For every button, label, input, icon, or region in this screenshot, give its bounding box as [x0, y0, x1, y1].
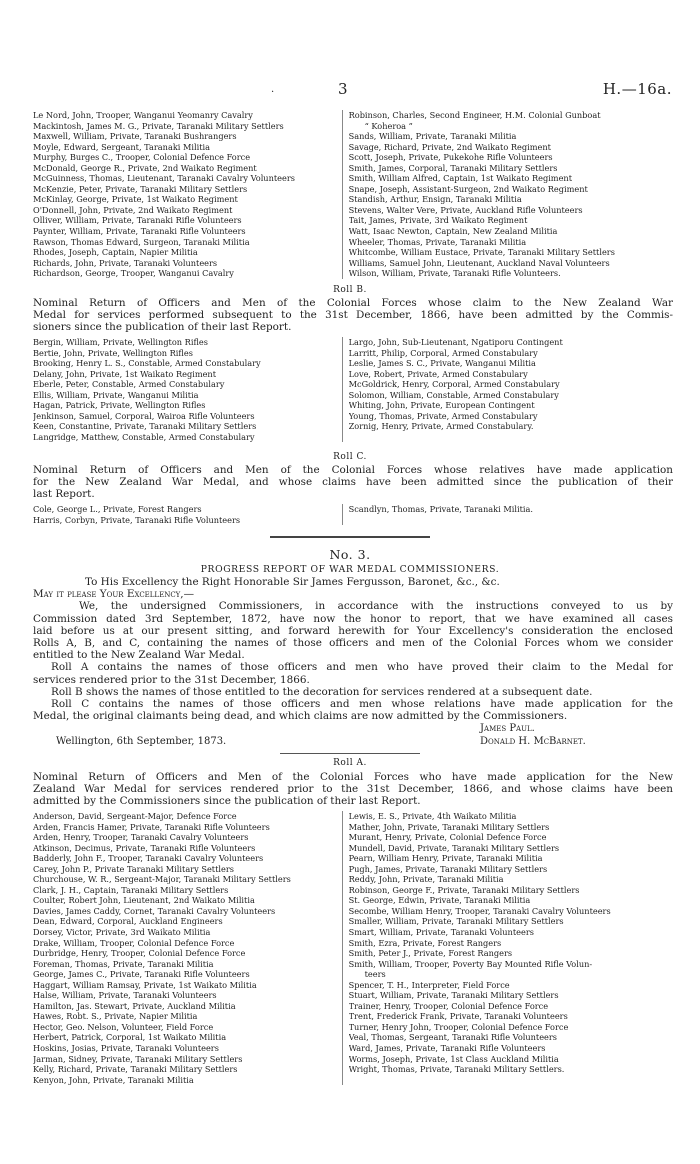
left-column	[33, 504, 342, 525]
list-item: Smith, William Alfred, Captain, 1st Waikato Regiment	[348, 173, 572, 184]
list-item: Hamilton, Jas. Stewart, Private, Auckland Militia	[33, 1000, 236, 1011]
report-line: Roll A contains the names of those officers and men who have proved their claim to the Medal for	[51, 661, 673, 674]
list-item: Pearn, William Henry, Private, Taranaki Militia	[348, 853, 543, 864]
page-number: 3	[338, 80, 348, 98]
list-item: Cole, George L., Private, Forest Rangers	[33, 504, 202, 514]
report-body	[33, 576, 673, 722]
report-line: entitled to the New Zealand War Medal.	[33, 649, 245, 662]
intro-line: for the New Zealand War Medal, and whose claims have been admitted since the publication of their	[33, 476, 673, 489]
list-item: Williams, Samuel John, Lieutenant, Auckland Naval Volunteers	[348, 257, 610, 268]
list-item: Reddy, John, Private, Taranaki Militia	[348, 874, 504, 885]
list-item: Zornig, Henry, Private, Armed Constabulary.	[348, 421, 534, 432]
intro-line: last Report.	[33, 488, 95, 501]
list-item: Bergin, William, Private, Wellington Rifles	[33, 337, 208, 347]
right-column	[342, 110, 673, 279]
list-item: Turner, Henry John, Trooper, Colonial Defence Force	[348, 1021, 569, 1032]
roll-a-continued-list	[33, 110, 673, 279]
list-item: Durbridge, Henry, Trooper, Colonial Defence Force	[33, 948, 246, 959]
list-item: Scott, Joseph, Private, Pukekohe Rifle Volunteers	[348, 152, 553, 163]
list-item: Young, Thomas, Private, Armed Constabulary	[348, 410, 538, 421]
list-item: George, James C., Private, Taranaki Rifle Volunteers	[33, 969, 250, 980]
left-column	[33, 110, 342, 279]
list-item: Badderly, John F., Trooper, Taranaki Cavalry Volunteers	[33, 853, 264, 864]
list-item: Harris, Corbyn, Private, Taranaki Rifle Volunteers	[33, 514, 241, 525]
list-item: Olliver, William, Private, Taranaki Rifle Volunteers	[33, 215, 242, 226]
list-item: Pugh, James, Private, Taranaki Military Settlers	[348, 863, 548, 874]
intro-line: Nominal Return of Officers and Men of the Colonial Forces whose relatives have made application	[33, 464, 673, 476]
list-item: Kelly, Richard, Private, Taranaki Military Settlers	[33, 1064, 238, 1075]
list-item: Wilson, William, Private, Taranaki Rifle Volunteers.	[348, 268, 561, 279]
list-item: “ Koheroa ”	[364, 120, 413, 131]
list-item: Clark, J. H., Captain, Taranaki Military Settlers	[33, 884, 229, 895]
list-item: Dorsey, Victor, Private, 3rd Waikato Militia	[33, 927, 211, 938]
list-item: Richards, John, Private, Taranaki Volunteers	[33, 257, 218, 268]
list-item: Smith, James, Corporal, Taranaki Military Settlers	[348, 162, 558, 173]
list-item: Scandlyn, Thomas, Private, Taranaki Militia.	[348, 504, 533, 514]
list-item: Atkinson, Decimus, Private, Taranaki Rifle Volunteers	[33, 842, 256, 853]
list-item: Delany, John, Private, 1st Waikato Regiment	[33, 368, 216, 379]
list-item: Wheeler, Thomas, Private, Taranaki Militia	[348, 236, 527, 247]
list-item: Savage, Richard, Private, 2nd Waikato Regiment	[348, 141, 551, 152]
list-item: Hagan, Patrick, Private, Wellington Rifles	[33, 400, 206, 411]
place-date: Wellington, 6th September, 1873.	[56, 736, 227, 747]
list-item: Paynter, William, Private, Taranaki Rifle Volunteers	[33, 226, 246, 237]
right-column	[342, 811, 673, 1085]
list-item: Jarman, Sidney, Private, Taranaki Military Settlers	[33, 1053, 243, 1064]
list-item: Largo, John, Sub-Lieutenant, Ngatiporu Contingent	[348, 337, 563, 347]
list-item: Arden, Francis Hamer, Private, Taranaki Rifle Volunteers	[33, 821, 270, 832]
header-mark: .	[271, 84, 275, 95]
right-column	[342, 337, 673, 442]
list-item: Ellis, William, Private, Wanganui Militia	[33, 389, 199, 400]
list-item: Robinson, Charles, Second Engineer, H.M. Colonial Gunboat	[348, 110, 601, 120]
list-item: McKenzie, Peter, Private, Taranaki Military Settlers	[33, 183, 248, 194]
report-line: Roll B shows the names of those entitled to the decoration for services rendered at a subsequent date.	[51, 685, 593, 698]
list-item: McGuinness, Thomas, Lieutenant, Taranaki Cavalry Volunteers	[33, 173, 295, 184]
list-item: Love, Robert, Private, Armed Constabulary	[348, 368, 528, 379]
list-item: Hawes, Robt. S., Private, Napier Militia	[33, 1011, 198, 1022]
list-item: Dean, Edward, Corporal, Auckland Engineers	[33, 916, 223, 927]
list-item: Haggart, William Ramsay, Private, 1st Waikato Militia	[33, 979, 257, 990]
report-paragraphs	[33, 600, 673, 722]
intro-line: Medal for services performed subsequent to the 31st December, 1866, have been admitted by the Commis-	[33, 309, 673, 322]
list-item: Ward, James, Private, Taranaki Rifle Volunteers	[348, 1043, 546, 1054]
section-divider	[270, 536, 430, 538]
list-item: Worms, Joseph, Private, 1st Class Auckland Militia	[348, 1053, 559, 1064]
list-item: Trent, Frederick Frank, Private, Taranaki Volunteers	[348, 1011, 568, 1022]
list-item: Murphy, Burges C., Trooper, Colonial Defence Force	[33, 152, 251, 163]
list-item: Larritt, Philip, Corporal, Armed Constabulary	[348, 347, 538, 358]
list-item: Le Nord, John, Trooper, Wanganui Yeomanry Cavalry	[33, 110, 253, 120]
report-line: Commission dated 3rd September, 1872, have now the honor to report, that we have examined all cases	[33, 612, 673, 625]
list-item: Smith, Ezra, Private, Forest Rangers	[348, 937, 502, 948]
list-item: Anderson, David, Sergeant-Major, Defence Force	[33, 811, 237, 821]
list-item: Secombe, William Henry, Trooper, Taranaki Cavalry Volunteers	[348, 905, 611, 916]
list-item: Smart, William, Private, Taranaki Volunteers	[348, 927, 534, 938]
report-heading: PROGRESS REPORT OF WAR MEDAL COMMISSIONERS.	[200, 564, 500, 575]
list-item: Mather, John, Private, Taranaki Military Settlers	[348, 821, 550, 832]
list-item: McKinlay, George, Private, 1st Waikato Regiment	[33, 194, 238, 205]
roll-b-list	[33, 337, 673, 442]
document-reference: H.—16a.	[602, 80, 672, 98]
list-item: Leslie, James S. C., Private, Wanganui Militia	[348, 358, 536, 369]
list-item: Moyle, Edward, Sergeant, Taranaki Militia	[33, 141, 211, 152]
list-item: Whitcombe, William Eustace, Private, Taranaki Military Settlers	[348, 247, 615, 258]
roll-a-list	[33, 811, 673, 1085]
report-line: services rendered prior to the 31st December, 1866.	[33, 673, 310, 686]
list-item: Tait, James, Private, 3rd Waikato Regiment	[348, 215, 528, 226]
report-line: Roll C contains the names of those officers and men whose relations have made application for the	[51, 698, 673, 711]
list-item: Bertie, John, Private, Wellington Rifles	[33, 347, 193, 358]
list-item: Herbert, Patrick, Corporal, 1st Waikato Militia	[33, 1032, 227, 1043]
list-item: Sands, William, Private, Taranaki Militia	[348, 131, 517, 142]
list-item: Standish, Arthur, Ensign, Taranaki Militia	[348, 194, 522, 205]
intro-line: Nominal Return of Officers and Men of the Colonial Forces who have made application for the New	[33, 771, 673, 783]
report-address: To His Excellency the Right Honorable Sir James Fergusson, Baronet, &c., &c.	[85, 576, 500, 588]
right-column	[342, 504, 673, 525]
section-divider	[280, 753, 420, 754]
report-line: We, the undersigned Commissioners, in accordance with the instructions conveyed to us by	[79, 600, 673, 613]
left-column	[33, 337, 342, 442]
list-item: Richardson, George, Trooper, Wanganui Cavalry	[33, 268, 234, 279]
report-line: Rolls A, B, and C, containing the names of those officers and men of the Colonial Forces whom we consider	[33, 637, 673, 650]
page-header	[0, 80, 700, 100]
intro-line: sioners since the publication of their last Report.	[33, 321, 292, 334]
intro-line: Nominal Return of Officers and Men of the Colonial Forces whose claim to the New Zealand War	[33, 297, 673, 309]
list-item: Kenyon, John, Private, Taranaki Militia	[33, 1074, 194, 1085]
list-item: Lewis, E. S., Private, 4th Waikato Militia	[348, 811, 517, 821]
list-item: Stuart, William, Private, Taranaki Military Settlers	[348, 990, 559, 1001]
list-item: Coulter, Robert John, Lieutenant, 2nd Waikato Militia	[33, 895, 255, 906]
report-salutation: May it please Your Excellency,—	[33, 588, 194, 601]
list-item: Hector, Geo. Nelson, Volunteer, Field Force	[33, 1021, 214, 1032]
list-item: Hoskins, Josias, Private, Taranaki Volunteers	[33, 1043, 219, 1054]
roll-c-list	[33, 504, 673, 525]
list-item: Eberle, Peter, Constable, Armed Constabulary	[33, 379, 225, 390]
list-item: Maxwell, William, Private, Taranaki Bushrangers	[33, 131, 237, 142]
report-line: Medal, the original claimants being dead, and which claims are now admitted by the Commissioners.	[33, 710, 568, 723]
roll-a-intro	[33, 771, 673, 808]
list-item: Foreman, Thomas, Private, Taranaki Militia	[33, 958, 214, 969]
signatory-paul: James Paul.	[480, 723, 535, 734]
list-item: Halse, William, Private, Taranaki Volunteers	[33, 990, 217, 1001]
roll-c-intro	[33, 464, 673, 501]
list-item: Carey, John P., Private Taranaki Military Settlers	[33, 863, 234, 874]
report-line: laid before us at our present sitting, and forward herewith for Your Excellency's consideration the enclosed	[33, 624, 673, 637]
list-item: Murant, Henry, Private, Colonial Defence Force	[348, 832, 547, 843]
roll-c-title: Roll C.	[333, 452, 367, 462]
list-item: Langridge, Matthew, Constable, Armed Constabulary	[33, 431, 255, 442]
intro-line: Zealand War Medal for services rendered prior to the 31st December, 1866, and whose claims have been	[33, 783, 673, 796]
list-item: Brooking, Henry L. S., Constable, Armed Constabulary	[33, 358, 261, 369]
list-item: Veal, Thomas, Sergeant, Taranaki Rifle Volunteers	[348, 1032, 558, 1043]
roll-b-intro	[33, 297, 673, 334]
list-item: Watt, Isaac Newton, Captain, New Zealand Militia	[348, 226, 558, 237]
left-column	[33, 811, 342, 1085]
list-item: Jenkinson, Samuel, Corporal, Wairoa Rifle Volunteers	[33, 410, 255, 421]
list-item: Robinson, George F., Private, Taranaki Military Settlers	[348, 884, 580, 895]
list-item: Smith, Peter J., Private, Forest Rangers	[348, 948, 513, 959]
list-item: Keen, Constantine, Private, Taranaki Military Settlers	[33, 421, 257, 432]
list-item: Smith, William, Trooper, Poverty Bay Mounted Rifle Volun-	[348, 958, 593, 969]
list-item: O'Donnell, John, Private, 2nd Waikato Regiment	[33, 204, 233, 215]
intro-line: admitted by the Commissioners since the publication of their last Report.	[33, 795, 421, 808]
list-item: Drake, William, Trooper, Colonial Defence Force	[33, 937, 235, 948]
list-item: teers	[364, 969, 386, 980]
list-item: McGoldrick, Henry, Corporal, Armed Constabulary	[348, 379, 560, 390]
list-item: Churchouse, W. R., Sergeant-Major, Taranaki Military Settlers	[33, 874, 291, 885]
signatory-mcbarnet: Donald H. McBarnet.	[480, 736, 586, 747]
list-item: Snape, Joseph, Assistant-Surgeon, 2nd Waikato Regiment	[348, 183, 588, 194]
list-item: Mundell, David, Private, Taranaki Military Settlers	[348, 842, 560, 853]
roll-b-title: Roll B.	[333, 285, 367, 295]
list-item: Stevens, Walter Vere, Private, Auckland Rifle Volunteers	[348, 204, 583, 215]
list-item: Rawson, Thomas Edward, Surgeon, Taranaki Militia	[33, 236, 250, 247]
list-item: Smaller, William, Private, Taranaki Military Settlers	[348, 916, 564, 927]
list-item: St. George, Edwin, Private, Taranaki Militia	[348, 895, 531, 906]
list-item: Arden, Henry, Trooper, Taranaki Cavalry Volunteers	[33, 832, 249, 843]
list-item: Wright, Thomas, Private, Taranaki Military Settlers.	[348, 1064, 565, 1075]
list-item: Rhodes, Joseph, Captain, Napier Militia	[33, 247, 198, 258]
report-number: No. 3.	[329, 547, 371, 562]
list-item: Whiting, John, Private, European Contingent	[348, 400, 535, 411]
list-item: Trainer, Henry, Trooper, Colonial Defence Force	[348, 1000, 549, 1011]
list-item: Davies, James Caddy, Cornet, Taranaki Cavalry Volunteers	[33, 905, 276, 916]
list-item: Mackintosh, James M. G., Private, Taranaki Military Settlers	[33, 120, 284, 131]
list-item: McDonald, George R., Private, 2nd Waikato Regiment	[33, 162, 257, 173]
list-item: Spencer, T. H., Interpreter, Field Force	[348, 979, 510, 990]
roll-a-title: Roll A.	[333, 758, 367, 768]
list-item: Solomon, William, Constable, Armed Constabulary	[348, 389, 559, 400]
